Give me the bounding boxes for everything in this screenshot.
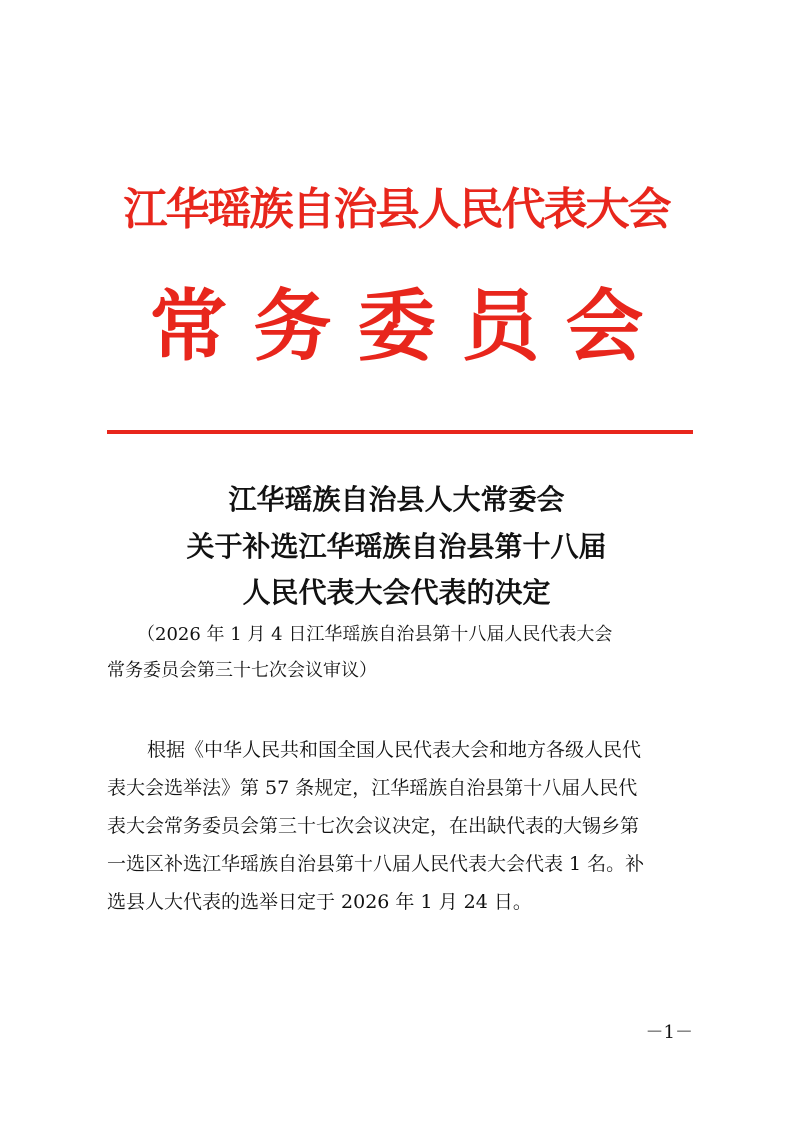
letterhead-org-name: 江华瑶族自治县人民代表大会	[123, 184, 670, 235]
page-number: －1－	[645, 1022, 693, 1043]
title-line: 关于补选江华瑶族自治县第十八届	[186, 530, 607, 563]
title-line: 人民代表大会代表的决定	[242, 576, 551, 609]
body-line: 表大会常务委员会第三十七次会议决定，在出缺代表的大锡乡第	[107, 815, 640, 837]
body-line: 一选区补选江华瑶族自治县第十八届人民代表大会代表 1 名。补	[107, 853, 645, 875]
body-line: 根据《中华人民共和国全国人民代表大会和地方各级人民代	[147, 739, 642, 761]
body-line: 表大会选举法》第 57 条规定，江华瑶族自治县第十八届人民代	[107, 777, 638, 799]
letterhead-org-suffix: 常务委员会	[149, 282, 670, 372]
letterhead-divider	[107, 430, 693, 434]
subtitle-line: 常务委员会第三十七次会议审议）	[107, 660, 377, 681]
body-line: 选县人大代表的选举日定于 2026 年 1 月 24 日。	[107, 891, 532, 913]
subtitle-line: （2026 年 1 月 4 日江华瑶族自治县第十八届人民代表大会	[137, 624, 613, 645]
title-line: 江华瑶族自治县人大常委会	[228, 483, 565, 516]
